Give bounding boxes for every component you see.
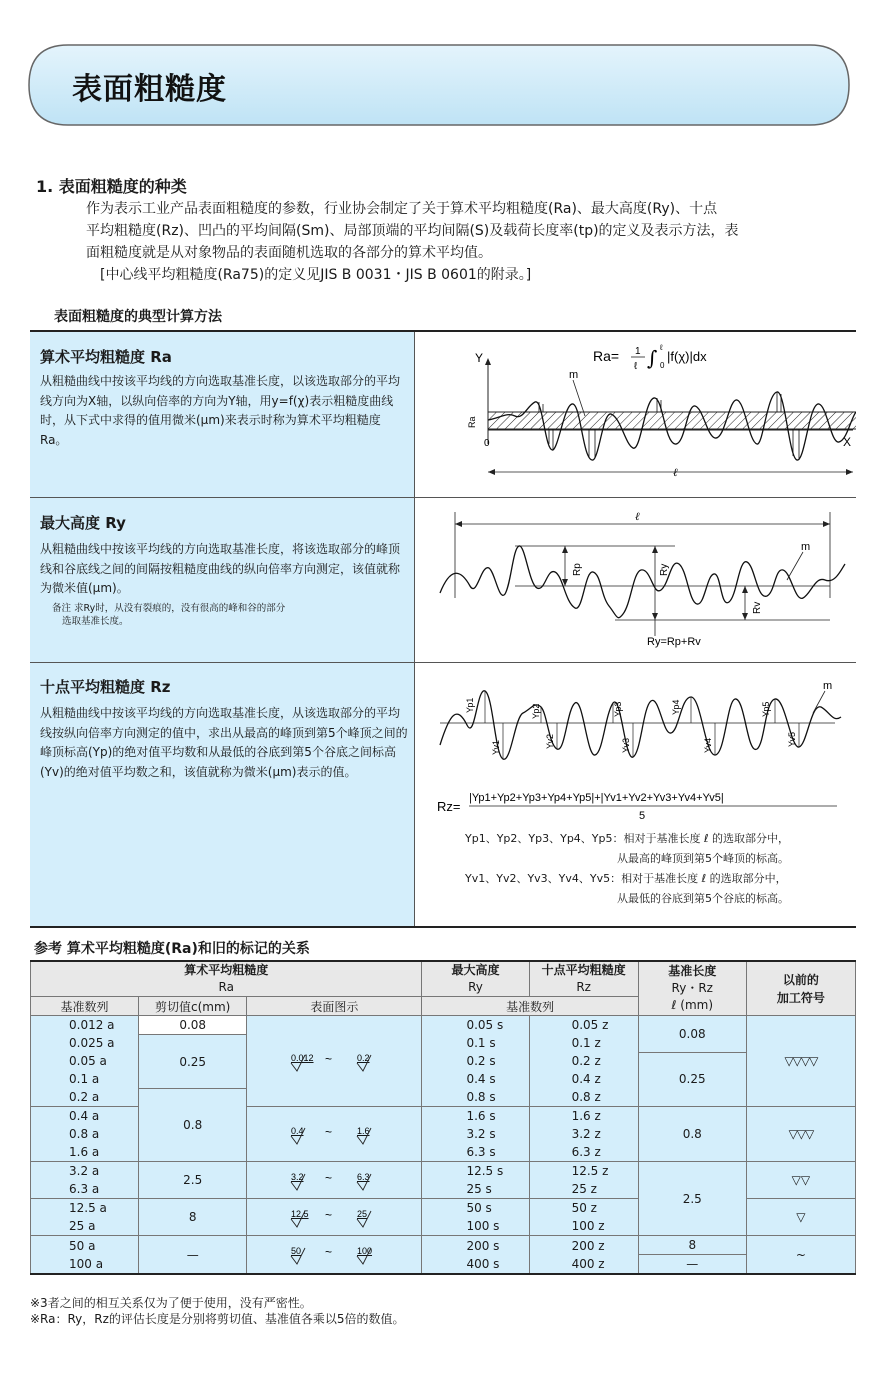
svg-text:~: ~ <box>325 1124 333 1139</box>
rz-description: 从粗糙曲线中按该平均线的方向选取基准长度，从该选取部分的平均线按纵向倍率方向测定的值中，求出从最高的峰顶到第5个峰顶之间的峰顶标高(Yp)的绝对值平均数和从最低的谷底到第5个谷底之间标高(Yv)的绝对值平均数之和，该值就称为微米(μm)表示的值。 <box>40 706 408 779</box>
intro-paragraph: 作为表示工业产品表面粗糙度的参数，行业协会制定了关于算术平均粗糙度(Ra)、最大高度(Ry)、十点 平均粗糙度(Rz)、凹凸的平均间隔(Sm)、局部顶端的平均间隔(S)及载荷长度率(tp)的定义及表示方法，表 面粗糙度就是从对象物品的表面随机选取的各部分的算术平均值。 <box>86 201 739 261</box>
svg-text:Yp3: Yp3 <box>613 701 623 717</box>
svg-text:m: m <box>823 680 833 692</box>
svg-text:∫: ∫ <box>647 346 658 370</box>
svg-text:Ry: Ry <box>659 563 670 576</box>
svg-text:0.4: 0.4 <box>291 1125 304 1136</box>
svg-text:Yv4: Yv4 <box>703 737 713 753</box>
svg-text:Rv: Rv <box>752 601 763 614</box>
svg-text:Yp4: Yp4 <box>671 699 681 715</box>
svg-text:Rz=: Rz= <box>437 799 461 814</box>
svg-text:Yv1: Yv1 <box>491 739 501 755</box>
svg-text:ℓ: ℓ <box>635 511 640 523</box>
svg-text:|f(χ)|dx: |f(χ)|dx <box>667 349 707 364</box>
reference-title: 参考 算术平均粗糙度(Ra)和旧的标记的关系 <box>34 941 310 957</box>
svg-text:Yp2: Yp2 <box>531 703 541 719</box>
svg-text:100: 100 <box>357 1246 373 1256</box>
svg-text:50: 50 <box>291 1246 302 1256</box>
ra-description: 从粗糙曲线中按该平均线的方向选取基准长度，以该选取部分的平均线方向为X轴，以纵向倍率的方向为Y轴，用y=f(χ)表示粗糙度曲线时，从下式中求得的值用微米(μm)来表示时称为算术平均粗糙度Ra。 <box>40 374 401 447</box>
svg-text:Ry=Rp+Rv: Ry=Rp+Rv <box>647 636 701 648</box>
svg-text:0.2: 0.2 <box>357 1052 370 1063</box>
ry-name: 最大高度 Ry <box>40 514 126 532</box>
svg-text:1.6: 1.6 <box>357 1125 370 1136</box>
svg-text:m: m <box>801 541 811 553</box>
ra-name: 算术平均粗糙度 Ra <box>40 348 172 366</box>
svg-text:m: m <box>569 369 579 381</box>
rz-explanation: Yp1、Yp2、Yp3、Yp4、Yp5：相对于基准长度 ℓ 的选取部分中， 从最高的峰顶到第5个峰顶的标高。 Yv1、Yv2、Yv3、Yv4、Yv5：相对于基准长度 ℓ 的选取部分中， 从最低的谷底到第5个谷底的标高。 <box>465 832 790 905</box>
svg-text:Yp1: Yp1 <box>465 697 475 713</box>
svg-text:Yv3: Yv3 <box>621 737 631 753</box>
svg-text:X: X <box>843 435 852 449</box>
ra-group-1: 0.012 a 0.025 a 0.05 a 0.1 a 0.2 a <box>31 1016 139 1107</box>
svg-text:|Yp1+Yp2+Yp3+Yp4+Yp5|+|Yv1+Yv2: |Yp1+Yp2+Yp3+Yp4+Yp5|+|Yv1+Yv2+Yv3+Yv4+Yv5| <box>469 792 724 804</box>
svg-text:25: 25 <box>357 1208 368 1219</box>
svg-text:Rp: Rp <box>572 563 583 576</box>
methods-heading: 表面粗糙度的典型计算方法 <box>54 309 222 325</box>
svg-text:Y: Y <box>475 351 484 365</box>
svg-text:Yv2: Yv2 <box>545 733 555 749</box>
footnote-1: ※3者之间的相互关系仅为了便于使用，没有严密性。 <box>30 1296 312 1310</box>
svg-text:Ra: Ra <box>467 416 477 428</box>
ry-diagram <box>415 498 856 662</box>
methods-panel <box>30 330 856 928</box>
rz-name: 十点平均粗糙度 Rz <box>40 678 171 696</box>
svg-text:0.012: 0.012 <box>291 1052 314 1063</box>
footnote-2: ※Ra：Ry，Rz的评估长度是分别将剪切值、基准值各乘以5倍的数值。 <box>30 1312 405 1326</box>
svg-text:0: 0 <box>660 361 665 370</box>
svg-text:3.2: 3.2 <box>291 1171 304 1182</box>
intro-note: [中心线平均粗糙度(Ra75)的定义见JIS B 0031・JIS B 0601的附录。] <box>100 267 532 283</box>
svg-text:ℓ: ℓ <box>660 343 663 352</box>
svg-text:ℓ: ℓ <box>673 467 678 479</box>
svg-text:ℓ: ℓ <box>634 361 638 372</box>
svg-text:~: ~ <box>325 1170 333 1185</box>
svg-text:12.5: 12.5 <box>291 1208 309 1219</box>
ra-diagram <box>415 332 856 497</box>
page-title: 表面粗糙度 <box>72 72 227 107</box>
svg-text:~: ~ <box>325 1245 333 1259</box>
svg-text:0: 0 <box>484 438 490 449</box>
reference-table: 算术平均粗糙度 Ra 最大高度 Ry 十点平均粗糙度 Rz 基准长度 Ry・Rz ℓ (mm) 以前的 加工符号 基准数列 剪切值c(mm) 表面图示 基准数列 0.012 a 0.025 a 0.05 a 0.1 a 0.2 a 0.08 0.012 ~ 0.2 0.05 s 0.1 s 0.2 s 0.4 s 0.8 s 0.05 z 0.1 z 0.2 z 0.4 z 0.8 z 0.08 ▽▽▽▽ 0.25 0.25 0.8 0.4 a 0.8 a 1.6 a 0.4 ~ 1.6 1.6 s 3.2 s 6.3 s 1.6 z 3.2 z 6.3 z 0.8 ▽▽▽ 3.2 a 6.3 a 2.5 3.2 ~ 6.3 12.5 s 25 s 12.5 z 25 z 2.5 ▽▽ 12.5 a 25 a 8 12.5 ~ 25 50 s 100 s 50 z 100 z ▽ 50 a 100 a — 50 ~ 100 200 s 400 s 200 z 400 z 8 ~ — <box>30 960 856 1275</box>
ry-note: 备注 求Ry时，从没有裂痕的，没有很高的峰和谷的部分 选取基准长度。 <box>52 603 286 627</box>
fig-1 <box>247 1016 422 1107</box>
ry-description: 从粗糙曲线中按该平均线的方向选取基准长度，将该选取部分的峰顶线和谷底线之间的间隔按粗糙度曲线的纵向倍率方向测定，该值就称为微米值(μm)。 <box>40 542 401 595</box>
svg-text:~: ~ <box>325 1051 333 1066</box>
ra-formula-lhs: Ra= <box>593 348 620 364</box>
svg-text:Yp5: Yp5 <box>761 701 771 717</box>
svg-text:6.3: 6.3 <box>357 1171 370 1182</box>
svg-text:~: ~ <box>325 1207 333 1222</box>
svg-text:Yv5: Yv5 <box>787 731 797 747</box>
svg-text:5: 5 <box>639 810 646 822</box>
svg-text:1: 1 <box>635 346 641 357</box>
rz-diagram <box>415 663 856 926</box>
section-title: 1. 表面粗糙度的种类 <box>36 177 187 196</box>
